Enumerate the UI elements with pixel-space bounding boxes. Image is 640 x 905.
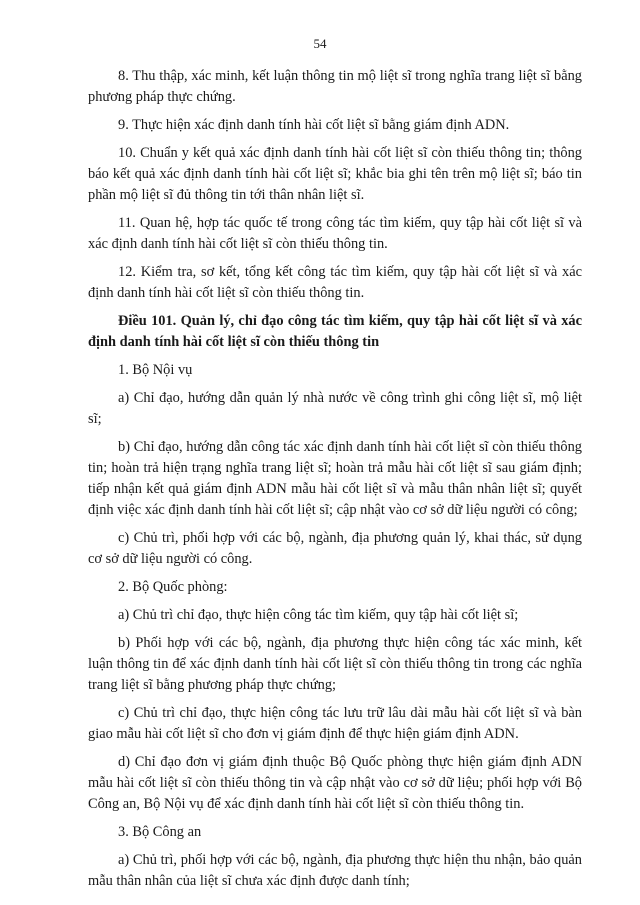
- paragraph: b) Chỉ đạo, hướng dẫn công tác xác định danh tính hài cốt liệt sĩ còn thiếu thông tin; hoàn trả hiện trạng nghĩa trang liệt sĩ; hoàn trả mẫu hài cốt liệt sĩ sau giám định; tiếp nhận kết quả giám định ADN mẫu hài cốt liệt sĩ và mẫu thân nhân liệt sĩ; quyết định việc xác định danh tính hài cốt liệt sĩ; cập nhật vào cơ sở dữ liệu người có công;: [88, 439, 582, 518]
- paragraph: a) Chủ trì chỉ đạo, thực hiện công tác tìm kiếm, quy tập hài cốt liệt sĩ;: [118, 607, 519, 623]
- paragraph: 2. Bộ Quốc phòng:: [118, 579, 228, 595]
- paragraph: 10. Chuẩn y kết quả xác định danh tính hài cốt liệt sĩ còn thiếu thông tin; thông báo kết quả xác định danh tính hài cốt liệt sĩ; khắc bia ghi tên trên mộ liệt sĩ; báo tin phần mộ liệt sĩ đủ thông tin tới thân nhân liệt sĩ.: [88, 145, 582, 203]
- page-number: 54: [313, 36, 327, 51]
- paragraph: c) Chủ trì, phối hợp với các bộ, ngành, địa phương quản lý, khai thác, sử dụng cơ sở dữ liệu người có công.: [88, 530, 582, 567]
- document-body: [88, 66, 582, 899]
- paragraph: 3. Bộ Công an: [118, 824, 202, 840]
- paragraph: a) Chủ trì, phối hợp với các bộ, ngành, địa phương thực hiện thu nhận, bảo quản mẫu thân nhân của liệt sĩ chưa xác định được danh tính;: [88, 852, 582, 889]
- paragraph: 11. Quan hệ, hợp tác quốc tế trong công tác tìm kiếm, quy tập hài cốt liệt sĩ và xác định danh tính hài cốt liệt sĩ còn thiếu thông tin.: [88, 215, 582, 252]
- paragraph: c) Chủ trì chỉ đạo, thực hiện công tác lưu trữ lâu dài mẫu hài cốt liệt sĩ và bàn giao mẫu hài cốt liệt sĩ cho đơn vị giám định để thực hiện giám định ADN.: [88, 705, 582, 742]
- paragraph: 9. Thực hiện xác định danh tính hài cốt liệt sĩ bằng giám định ADN.: [118, 117, 510, 133]
- paragraph: 12. Kiểm tra, sơ kết, tổng kết công tác tìm kiếm, quy tập hài cốt liệt sĩ và xác định danh tính hài cốt liệt sĩ còn thiếu thông tin.: [88, 264, 582, 301]
- paragraph: b) Phối hợp với các bộ, ngành, địa phương thực hiện công tác xác minh, kết luận thông tin để xác định danh tính hài cốt liệt sĩ còn thiếu thông tin trong các nghĩa trang liệt sĩ bằng phương pháp thực chứng;: [88, 635, 582, 693]
- paragraph: a) Chỉ đạo, hướng dẫn quản lý nhà nước về công trình ghi công liệt sĩ, mộ liệt sĩ;: [88, 390, 582, 427]
- paragraph: 8. Thu thập, xác minh, kết luận thông tin mộ liệt sĩ trong nghĩa trang liệt sĩ bằng phương pháp thực chứng.: [88, 68, 582, 105]
- paragraph: 1. Bộ Nội vụ: [118, 362, 193, 378]
- article-heading: Điều 101. Quản lý, chỉ đạo công tác tìm kiếm, quy tập hài cốt liệt sĩ và xác định danh tính hài cốt liệt sĩ còn thiếu thông tin: [88, 313, 582, 350]
- paragraph: d) Chỉ đạo đơn vị giám định thuộc Bộ Quốc phòng thực hiện giám định ADN mẫu hài cốt liệt sĩ còn thiếu thông tin và cập nhật vào cơ sở dữ liệu; phối hợp với Bộ Công an, Bộ Nội vụ để xác định danh tính hài cốt liệt sĩ còn thiếu thông tin.: [88, 754, 582, 812]
